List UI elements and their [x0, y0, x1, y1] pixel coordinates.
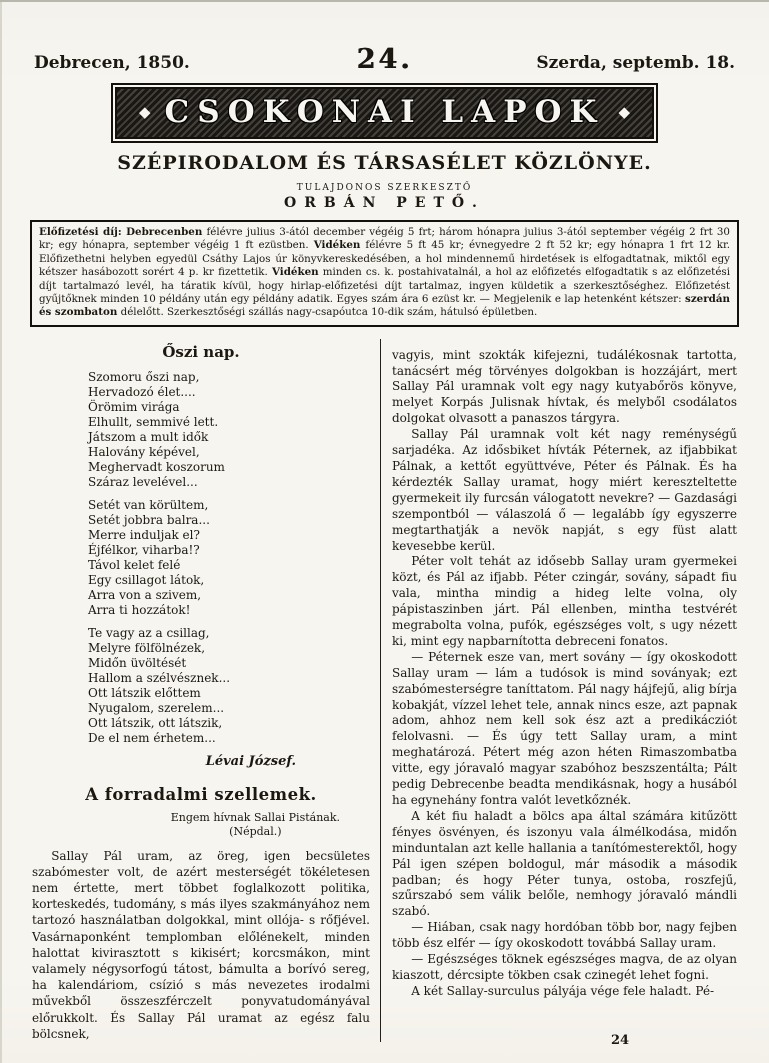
poem-stanzas: [32, 370, 370, 746]
poem-line: Setét van körültem,: [88, 497, 209, 512]
article-paragraph: Sallay Pál uram, az öreg, igen becsületes szabómester volt, de azért mesterségét tökéletesen nem értette, mert többet foglalkozott politika, korteskedés, tudomány, s más ilyes szakmányához nem tartozó használatban dolgokkal, mint ollója- s rőfjével. Vasárnaponként templomban előlénekelt, minden halottat kivirasztott s kikisért; korcsmákon, mint valamely négysorfogú tátost, bámulta a borívó sereg, ha kalendáriom, csízió s más nevezetes irodalmi művekből összeszférczelt ponyvatudományával előrukkolt. És Sallay Pál uramat az egész falu bölcsnek,: [32, 848, 370, 1041]
poem-line: Midőn üvöltését: [88, 655, 187, 670]
poem-line: Egy csillagot látok,: [88, 572, 205, 587]
poem-line: Setét jobbra balra...: [88, 512, 210, 527]
article-paragraph: — Hiában, csak nagy hordóban több bor, nagy fejben több ész elfér — így okoskodott továbbá Sallay uram.: [392, 920, 737, 951]
poem-line: Meghervadt koszorum: [88, 459, 225, 474]
epigraph-line: Engem hívnak Sallai Pistának.: [170, 810, 340, 824]
right-column-paragraphs: [392, 348, 737, 1000]
poem-line: Melyre fölfölnézek,: [88, 640, 206, 655]
diamond-icon: ◆: [618, 102, 631, 121]
notice-text: minden cs. k. postahivatalnál, a hol az előfizetés elfogadtatik s az előfizetési díjt tartalmazó levél, ha táratik kívül, hogy hirlap-előfizetési díjt tartalmaz, ingyen küldetik a szerkesztőséghez. Előfizetést gyűjtőknek minden 10 példány után egy példány adatik. Egyes szám ára 6 ezüst kr. — Megjelenik e lap hetenként kétszer:: [39, 266, 730, 305]
page-number: 24: [610, 1033, 630, 1048]
newspaper-subtitle: SZÉPIRODALOM ÉS TÁRSASÉLET KÖZLÖNYE.: [117, 152, 652, 174]
notice-bold-text: Debrecenben: [126, 226, 203, 238]
diamond-icon: ◆: [138, 102, 151, 121]
notice-text: félévre julius 3-ától december végéig 5 frt; három hónapra julius 3-ától september végéig 2 frt 30 kr; egy hónapra, september végéig 1 ft ezüstben.: [39, 226, 730, 252]
poem-stanza: [88, 498, 370, 618]
body-columns: [32, 339, 737, 1042]
article-paragraph: — Péternek esze van, mert sovány — így okoskodott Sallay uram — lám a tudósok is mind soványak; ezt szabómesterségre taníttatom. Pál nagy hájfejű, alig bírja kobakját, vízzel lehet tele, annak nincs esze, azt papnak adom, ahhoz nem kell sok ész azt a predikácziót felolvasni. — És úgy tett Sallay uram, a mint meghatározá. Pétert még azon héten Rimaszombatba vitte, egy jóravaló magyar szabóhoz beszszentálta; Pált pedig Debrecenbe beadta mendikásnak, hogy a husából ha egynehány fontra valót levetkőznék.: [392, 649, 738, 807]
poem-line: Arra ti hozzátok!: [88, 602, 191, 617]
left-column: [32, 339, 380, 1042]
poem-title: Őszi nap.: [162, 342, 240, 361]
issue-number: 24.: [356, 44, 413, 75]
poem-line: Távol kelet felé: [88, 557, 181, 572]
poem-line: Elhullt, semmivé lett.: [88, 414, 219, 429]
poem-author: Lévai József.: [205, 753, 296, 769]
article-paragraph: Sallay Pál uramnak volt két nagy reménységű sarjadéka. Az idősbiket hívták Péternek, az ifjabbikat Pálnak, a kettőt együttvéve, Péter és Pálnak. És ha kérdezték Sallay uramat, hogy miért kereszteltette gyermekeit ily furcsán válogatott nevekre? — Gazdasági szempontból — válaszolá ő — legalább így egyszerre megtarthatják a nevök napját, s egy füst alatt kevesebbe kerül.: [392, 427, 737, 553]
masthead: [115, 87, 654, 139]
notice-bold-text: Vidéken: [313, 239, 361, 252]
notice-bold-text: Vidéken: [271, 266, 319, 279]
poem-line: Ott látszik, ott látszik,: [88, 715, 223, 730]
day-date: Szerda, septemb. 18.: [536, 53, 736, 73]
place-date: Debrecen, 1850.: [34, 53, 190, 73]
right-column: [381, 339, 737, 1042]
poem-line: Hallom a szélvésznek...: [88, 670, 231, 685]
poem-line: Éjfélkor, viharba!?: [88, 542, 200, 557]
editor-name: ORBÁN PETŐ.: [284, 195, 485, 211]
notice-text: félévre 5 ft 45 kr; évnegyedre 2 ft 52 kr; egy hónapra 1 frt 12 kr. Előfizethetni helyben egyedül Csáthy Lajos úr könyvkereskedésében, a hol mindennemű hirdetések is elfogadtatnak, miktől egy kétszer hasábozott sorért 4 p. kr fizettetik.: [39, 239, 731, 279]
epigraph-source: (Népdal.): [229, 824, 282, 838]
article-title: A forradalmi szellemek.: [85, 784, 317, 804]
poem-line: Hervadozó élet....: [88, 384, 196, 399]
poem-line: Merre induljak el?: [88, 527, 200, 542]
poem-line: Halovány képével,: [88, 444, 200, 459]
poem-line: Te vagy az a csillag,: [88, 625, 210, 640]
article-paragraph: vagyis, mint szokták kifejezni, tudálékosnak tartotta, tanácsért még törvényes dolgokban is hozzájárt, mert Sallay Pál uramnak volt egy nagy kutyabőrös könyve, melyet Korpás Julisnak hívtak, és melyből csodálatos dolgokat olvasott a panaszos tárgyra.: [392, 347, 737, 426]
poem-stanza: [88, 370, 370, 490]
notice-text: délelőtt. Szerkesztőségi szállás nagy-csapóutca 10-dik szám, hátulsó épületben.: [117, 306, 538, 319]
poem-line: De el nem érhetem...: [88, 730, 216, 745]
article-paragraph: A két Sallay-surculus pályája vége fele haladt. Pé-: [411, 983, 715, 998]
subscription-notice: [30, 220, 739, 327]
poem-line: Nyugalom, szerelem...: [88, 700, 225, 715]
editor-label: TULAJDONOS SZERKESZTŐ: [296, 183, 473, 193]
poem-line: Arra von a szivem,: [88, 587, 202, 602]
poem-line: Örömim virága: [88, 399, 180, 414]
notice-bold-text: Előfizetési díj:: [39, 226, 127, 238]
poem-line: Ott látszik előttem: [88, 685, 201, 700]
article-paragraph: Péter volt tehát az idősebb Sallay uram gyermekei közt, és Pál az ifjabb. Péter czingár, sovány, sápadt fiu vala, mintha mindig a hideg lelte volna, oly pápistaszinben járt. Pál ellenben, mintha testvérét megrabolta volna, pufók, egészséges volt, s ugy nézett ki, mint egy napbarnította debreceni fonatos.: [392, 554, 737, 648]
article-epigraph: [171, 811, 340, 839]
poem-line: Száraz levelével...: [88, 474, 198, 489]
newspaper-title: CSOKONAI LAPOK: [164, 94, 605, 130]
notice-bold-text: szerdán és szombaton: [39, 292, 730, 319]
poem-line: Játszom a mult idők: [88, 429, 209, 444]
poem-stanza: [88, 626, 370, 746]
left-article-paragraphs: [32, 848, 370, 1042]
article-paragraph: — Egészséges töknek egészséges magva, de az olyan kiaszott, dércsipte tökben csak czinegét lehet fogni.: [392, 952, 737, 982]
article-paragraph: A két fiu haladt a bölcs apa által számára kitűzött fényes ösvényen, és iszonyu vala álmélkodása, midőn minduntalan azt kelle hallania a tanítómesterektől, hogy Pál igen szépen boldogul, már második a második padban; és hogy Péter tunya, ostoba, roszfejű, szűrszabó sem válik belőle, nemhogy jóravaló mándli szabó.: [392, 808, 737, 919]
poem-line: Szomoru őszi nap,: [88, 369, 200, 384]
page-header: [0, 0, 769, 75]
